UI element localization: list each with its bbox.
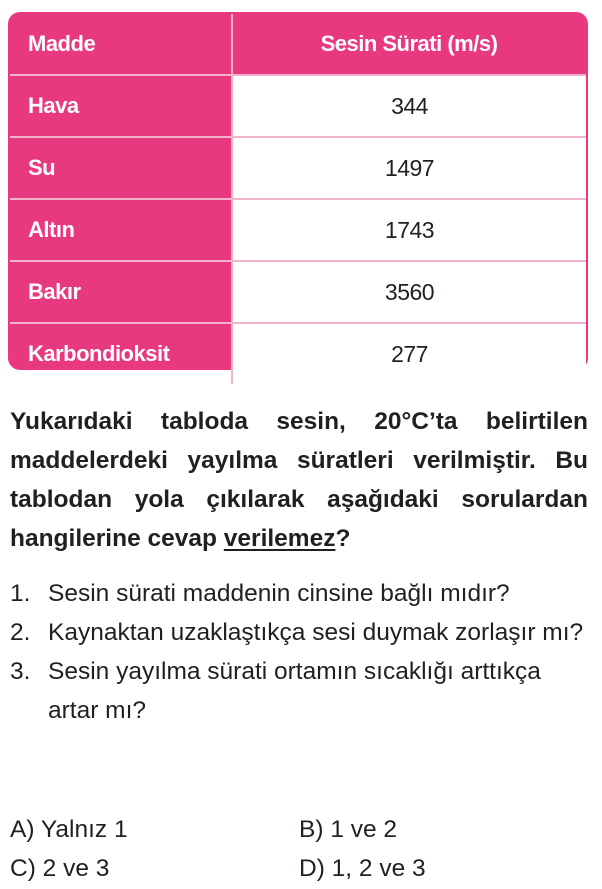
item-text: Kaynaktan uzaklaştıkça sesi duymak zorlaşır mı? [48,619,584,646]
option-letter: B) [299,816,324,843]
header-speed: Sesin Sürati (m/s) [232,14,586,75]
row-name: Su [10,137,232,199]
row-value: 1743 [232,199,586,261]
row-name: Hava [10,75,232,137]
table-row [10,137,586,199]
option-text: 2 ve 3 [42,855,110,882]
question-mark: ? [335,525,351,552]
option-text: 1, 2 ve 3 [331,855,426,882]
list-item [10,613,588,652]
option-b[interactable] [299,810,588,849]
table-header-row [10,14,586,75]
item-text: Sesin yayılma sürati ortamın sıcaklığı arttıkça artar mı? [48,658,541,724]
option-d[interactable] [299,849,588,888]
row-value: 344 [232,75,586,137]
row-name: Karbondioksit [10,323,232,384]
row-value: 277 [232,323,586,384]
statement-list [10,574,588,730]
row-name: Altın [10,199,232,261]
item-number: 3. [10,658,31,685]
option-text: Yalnız 1 [40,816,128,843]
row-value: 3560 [232,261,586,323]
option-letter: A) [10,816,35,843]
option-text: 1 ve 2 [330,816,398,843]
header-madde: Madde [10,14,232,75]
question-emphasis: verilemez [223,525,336,552]
option-a[interactable] [10,810,299,849]
list-item [10,574,588,613]
row-value: 1497 [232,137,586,199]
option-c[interactable] [10,849,299,888]
option-letter: C) [10,855,36,882]
row-name: Bakır [10,261,232,323]
table-row [10,261,586,323]
table-row [10,323,586,384]
speed-table [8,12,588,370]
item-number: 2. [10,619,31,646]
table-row [10,75,586,137]
table-row [10,199,586,261]
answer-options [10,810,588,888]
option-letter: D) [299,855,325,882]
item-number: 1. [10,580,31,607]
question-stem [10,402,588,558]
list-item [10,652,588,730]
item-text: Sesin sürati maddenin cinsine bağlı mıdır? [48,580,510,607]
question-text: Yukarıdaki tabloda sesin, 20°C’ta belirtilen maddelerdeki yayılma süratleri verilmiştir. Bu tablodan yola çıkılarak aşağıdaki sorulardan hangilerine cevap [10,408,588,552]
